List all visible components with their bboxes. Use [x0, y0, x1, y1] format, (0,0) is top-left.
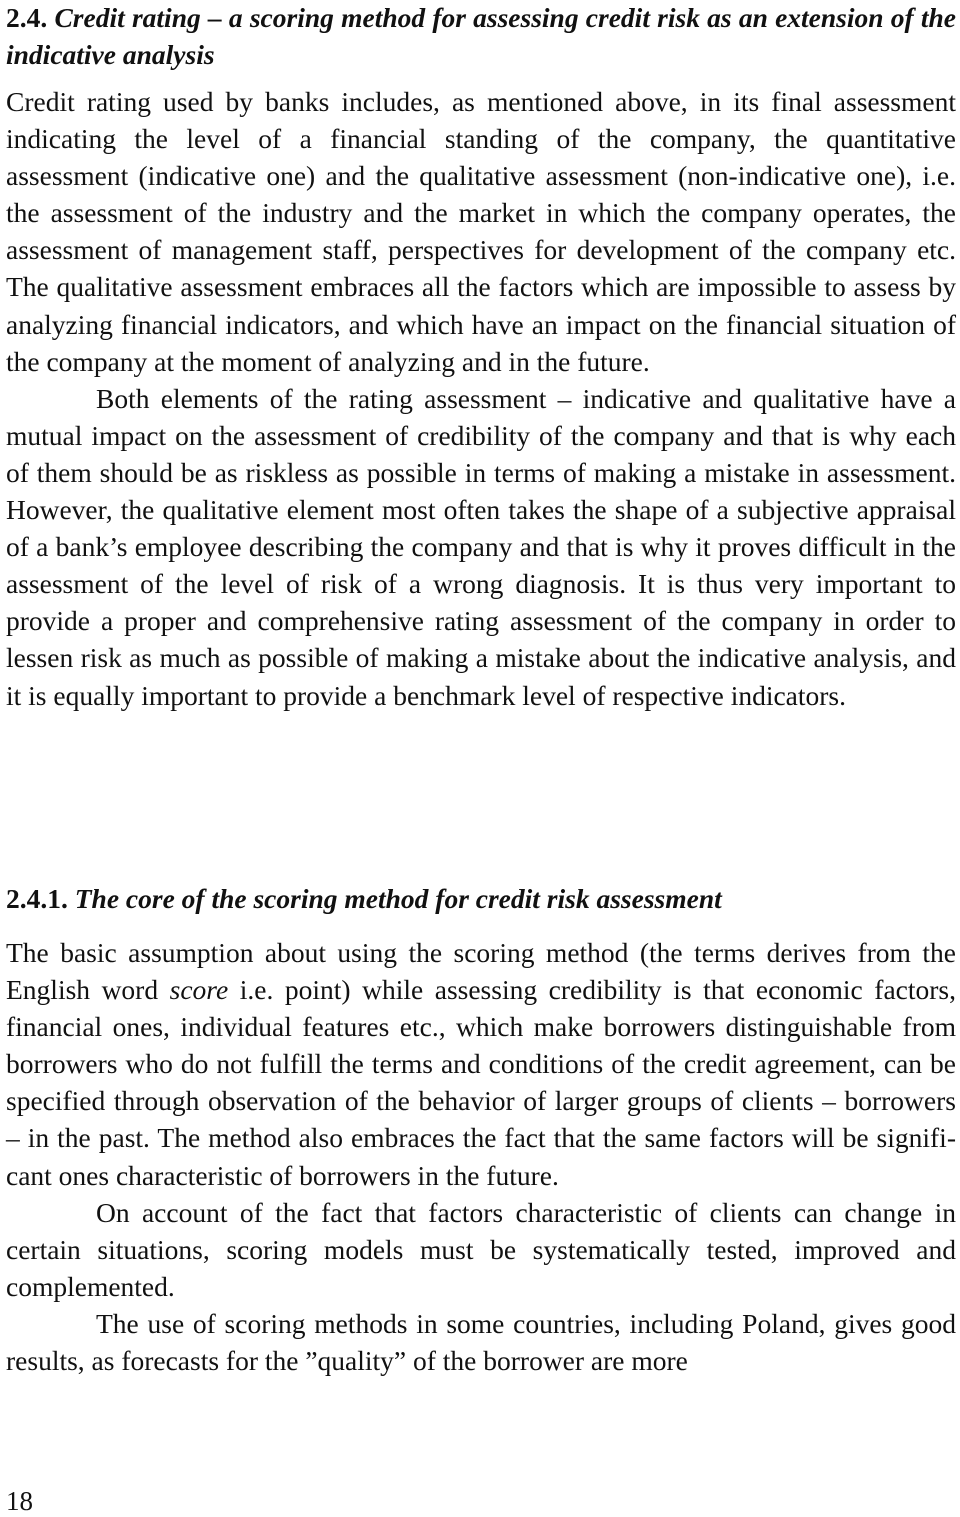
subsection-paragraph-1 [6, 934, 956, 1194]
section-heading [6, 0, 956, 73]
subsection-heading [6, 880, 956, 917]
subsection-paragraph-1-start: The basic assumption about using the scoring method (the terms derives from the English word [6, 937, 956, 1006]
section-title: Credit rating – a scoring method for assessing credit risk as an extension of the indicative analysis [6, 2, 957, 71]
subsection-paragraph-2: On account of the fact that factors characteristic of clients can change in certain situations, scoring models must be systematically tested, improved and complemented. [6, 1196, 956, 1302]
section-number: 2.4. [6, 2, 48, 33]
subsection-title: The core of the scoring method for credit risk assessment [74, 883, 722, 914]
section-paragraph-2: Both elements of the rating assessment – indicative and qualitative have a mutual impact on the assessment of credibility of the company and that is why each of them should be as riskless as possible in terms of making a mistake in assessment. However, the qualitative element most often takes the shape of a subjective appraisal of a bank’s employee describing the company and that is why it proves difficult in the assessment of the level of risk of a wrong diagnosis. It is thus very important to provide a proper and comprehensive rating assessment of the company in order to lessen risk as much as possible of making a mistake about the indicative analysis, and it is equally important to provide a benchmark level of respective indicators. [6, 382, 956, 711]
section-paragraph-1: Credit rating used by banks includes, as mentioned above, in its final assessment indicating the level of a financial standing of the company, the quantitative assessment (indicative one) and the qualitative assessment (non-indicative one), i.e. the assessment of the industry and the market in which the company operates, the assessment of management staff, perspectives for development of the company etc. The qualitative assessment embraces all the factors which are impossible to assess by analyzing financial indicators, and which have an impact on the financial situation of the company at the moment of analyzing and in the future. [6, 86, 956, 377]
page-number: 18 [6, 1486, 33, 1516]
subsection-number: 2.4.1. [6, 883, 68, 914]
section-body [6, 83, 956, 714]
subsection-body [6, 934, 956, 1379]
subsection-paragraph-1-end: i.e. point) while assessing credibility is that economic factors, financial ones, individual features etc., which make borrowers distinguishable from borrowers who do not fulfill the terms and conditions of the credit agreement, can be specified through observation of the behavior of larger groups of clients – borrowers – in the past. The method also embraces the fact that the same factors will be significant ones characteristic of borrowers in the future. [6, 974, 956, 1191]
subsection-paragraph-3: The use of scoring methods in some countries, including Poland, gives good results, as forecasts for the ”quality” of the borrower are more [6, 1307, 956, 1377]
term-score: score [169, 974, 229, 1006]
